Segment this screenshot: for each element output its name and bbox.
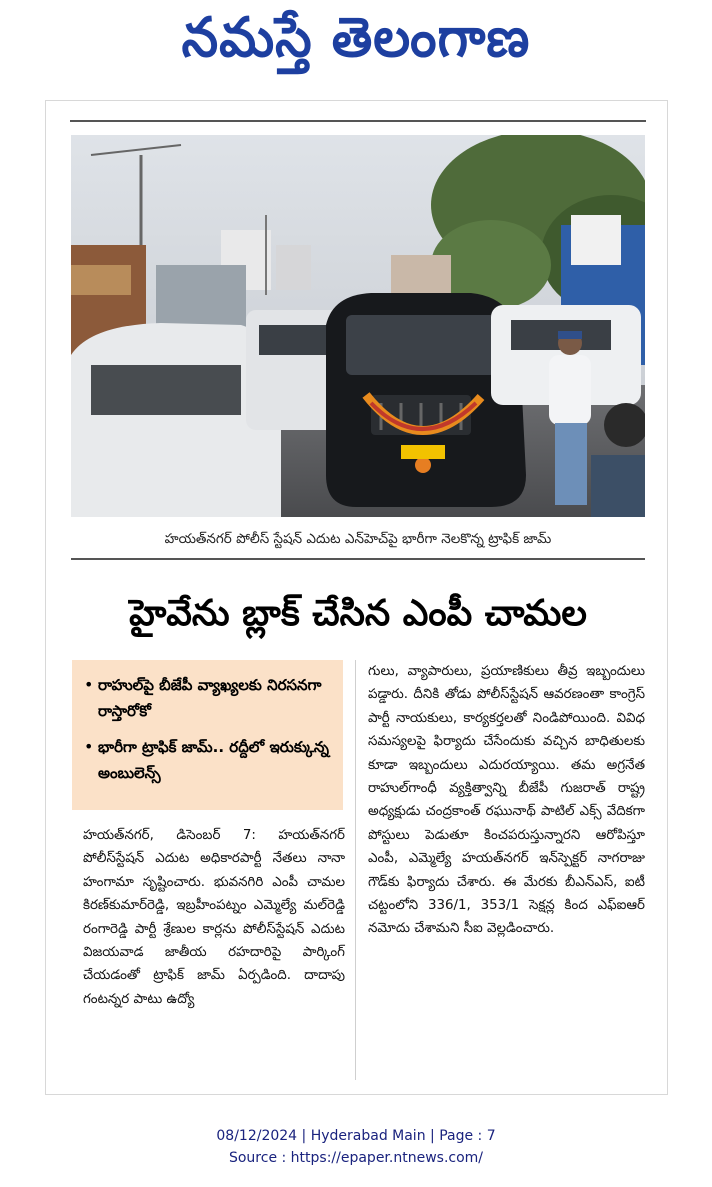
photo-caption: హయత్‌నగర్ పోలీస్ స్టేషన్ ఎదుట ఎన్‌హెచ్‌పై భారీగా నెలకొన్న ట్రాఫిక్ జామ్ — [164, 531, 552, 547]
traffic-jam-photo — [71, 135, 645, 517]
news-photo — [71, 135, 645, 517]
top-divider — [70, 120, 646, 122]
edition-info: 08/12/2024 | Hyderabad Main | Page : 7 — [216, 1128, 496, 1144]
headline: హైవేను బ్లాక్ చేసిన ఎంపీ చామల — [129, 593, 587, 634]
column-divider — [355, 660, 356, 1080]
article-body-right: గులు, వ్యాపారులు, ప్రయాణికులు తీవ్ర ఇబ్బందులు పడ్డారు. దీనికి తోడు పోలీస్‌స్టేషన్ ఆవరణంతా కాంగ్రెస్ పార్టీ నాయకులు, కార్యకర్తలతో నిండిపోయింది. వివిధ సమస్యలపై ఫిర్యాదు చేసేందుకు వచ్చిన బాధితులకు కూడా ఇబ్బందులు ఎదురయ్యాయి. తమ అగ్రనేత రాహుల్‌గాంధీ వ్యక్తిత్వాన్ని బీజేపీ గుజరాత్ రాష్ట్ర అధ్యక్షుడు చంద్రకాంత్ రఘునాథ్ పాటిల్ ఎక్స్ వేదికగా పోస్టులు పెడుతూ కించపరుస్తున్నారని ఆరోపిస్తూ ఎంపీ, ఎమ్మెల్యే హయత్‌నగర్ ఇన్‌స్పెక్టర్ నాగరాజు గౌడ్‌కు ఫిర్యాదు చేశారు. ఈ మేరకు బీఎన్‌ఎస్, ఐటీ చట్టంలోని 336/1, 353/1 సెక్షన్ల కింద ఎఫ్‌ఐఆర్ నమోదు చేశామని సీఐ వెల్లడించారు. — [368, 664, 645, 937]
newspaper-logo: నమస్తే తెలంగాణ — [181, 6, 531, 70]
highlight-text: రాహుల్‌పై బీజేపీ వ్యాఖ్యలకు నిరసనగా రాస్తారోకో — [98, 676, 322, 720]
article-body-left: హయత్‌నగర్, డిసెంబర్ 7: హయత్‌నగర్ పోలీస్‌స్టేషన్ ఎదుట అధికారపార్టీ నేతలు నానా హంగామా సృష్టించారు. భువనగిరి ఎంపీ చామల కిరణ్‌కుమార్‌రెడ్డి, ఇబ్రహీంపట్నం ఎమ్మెల్యే మల్‌రెడ్డి రంగారెడ్డి పార్టీ శ్రేణుల కార్లను పోలీస్‌స్టేషన్ ఎదుట విజయవాడ జాతీయ రహదారిపై పార్కింగ్ చేయడంతో ట్రాఫిక్ జామ్ ఏర్పడింది. దాదాపు గంటన్నర పాటు ఉద్యో — [83, 828, 345, 1007]
highlights-box — [72, 660, 343, 810]
highlight-item — [84, 672, 333, 724]
caption-divider — [71, 558, 645, 560]
bullet-icon: • — [84, 737, 94, 756]
highlight-item — [84, 734, 333, 786]
source-link[interactable]: Source : https://epaper.ntnews.com/ — [228, 1150, 484, 1166]
highlight-text: భారీగా ట్రాఫిక్ జామ్.. రద్దీలో ఇరుక్కున్న అంబులెన్స్ — [98, 738, 329, 782]
page-footer — [0, 1125, 712, 1169]
bullet-icon: • — [84, 675, 94, 694]
masthead — [0, 0, 712, 80]
